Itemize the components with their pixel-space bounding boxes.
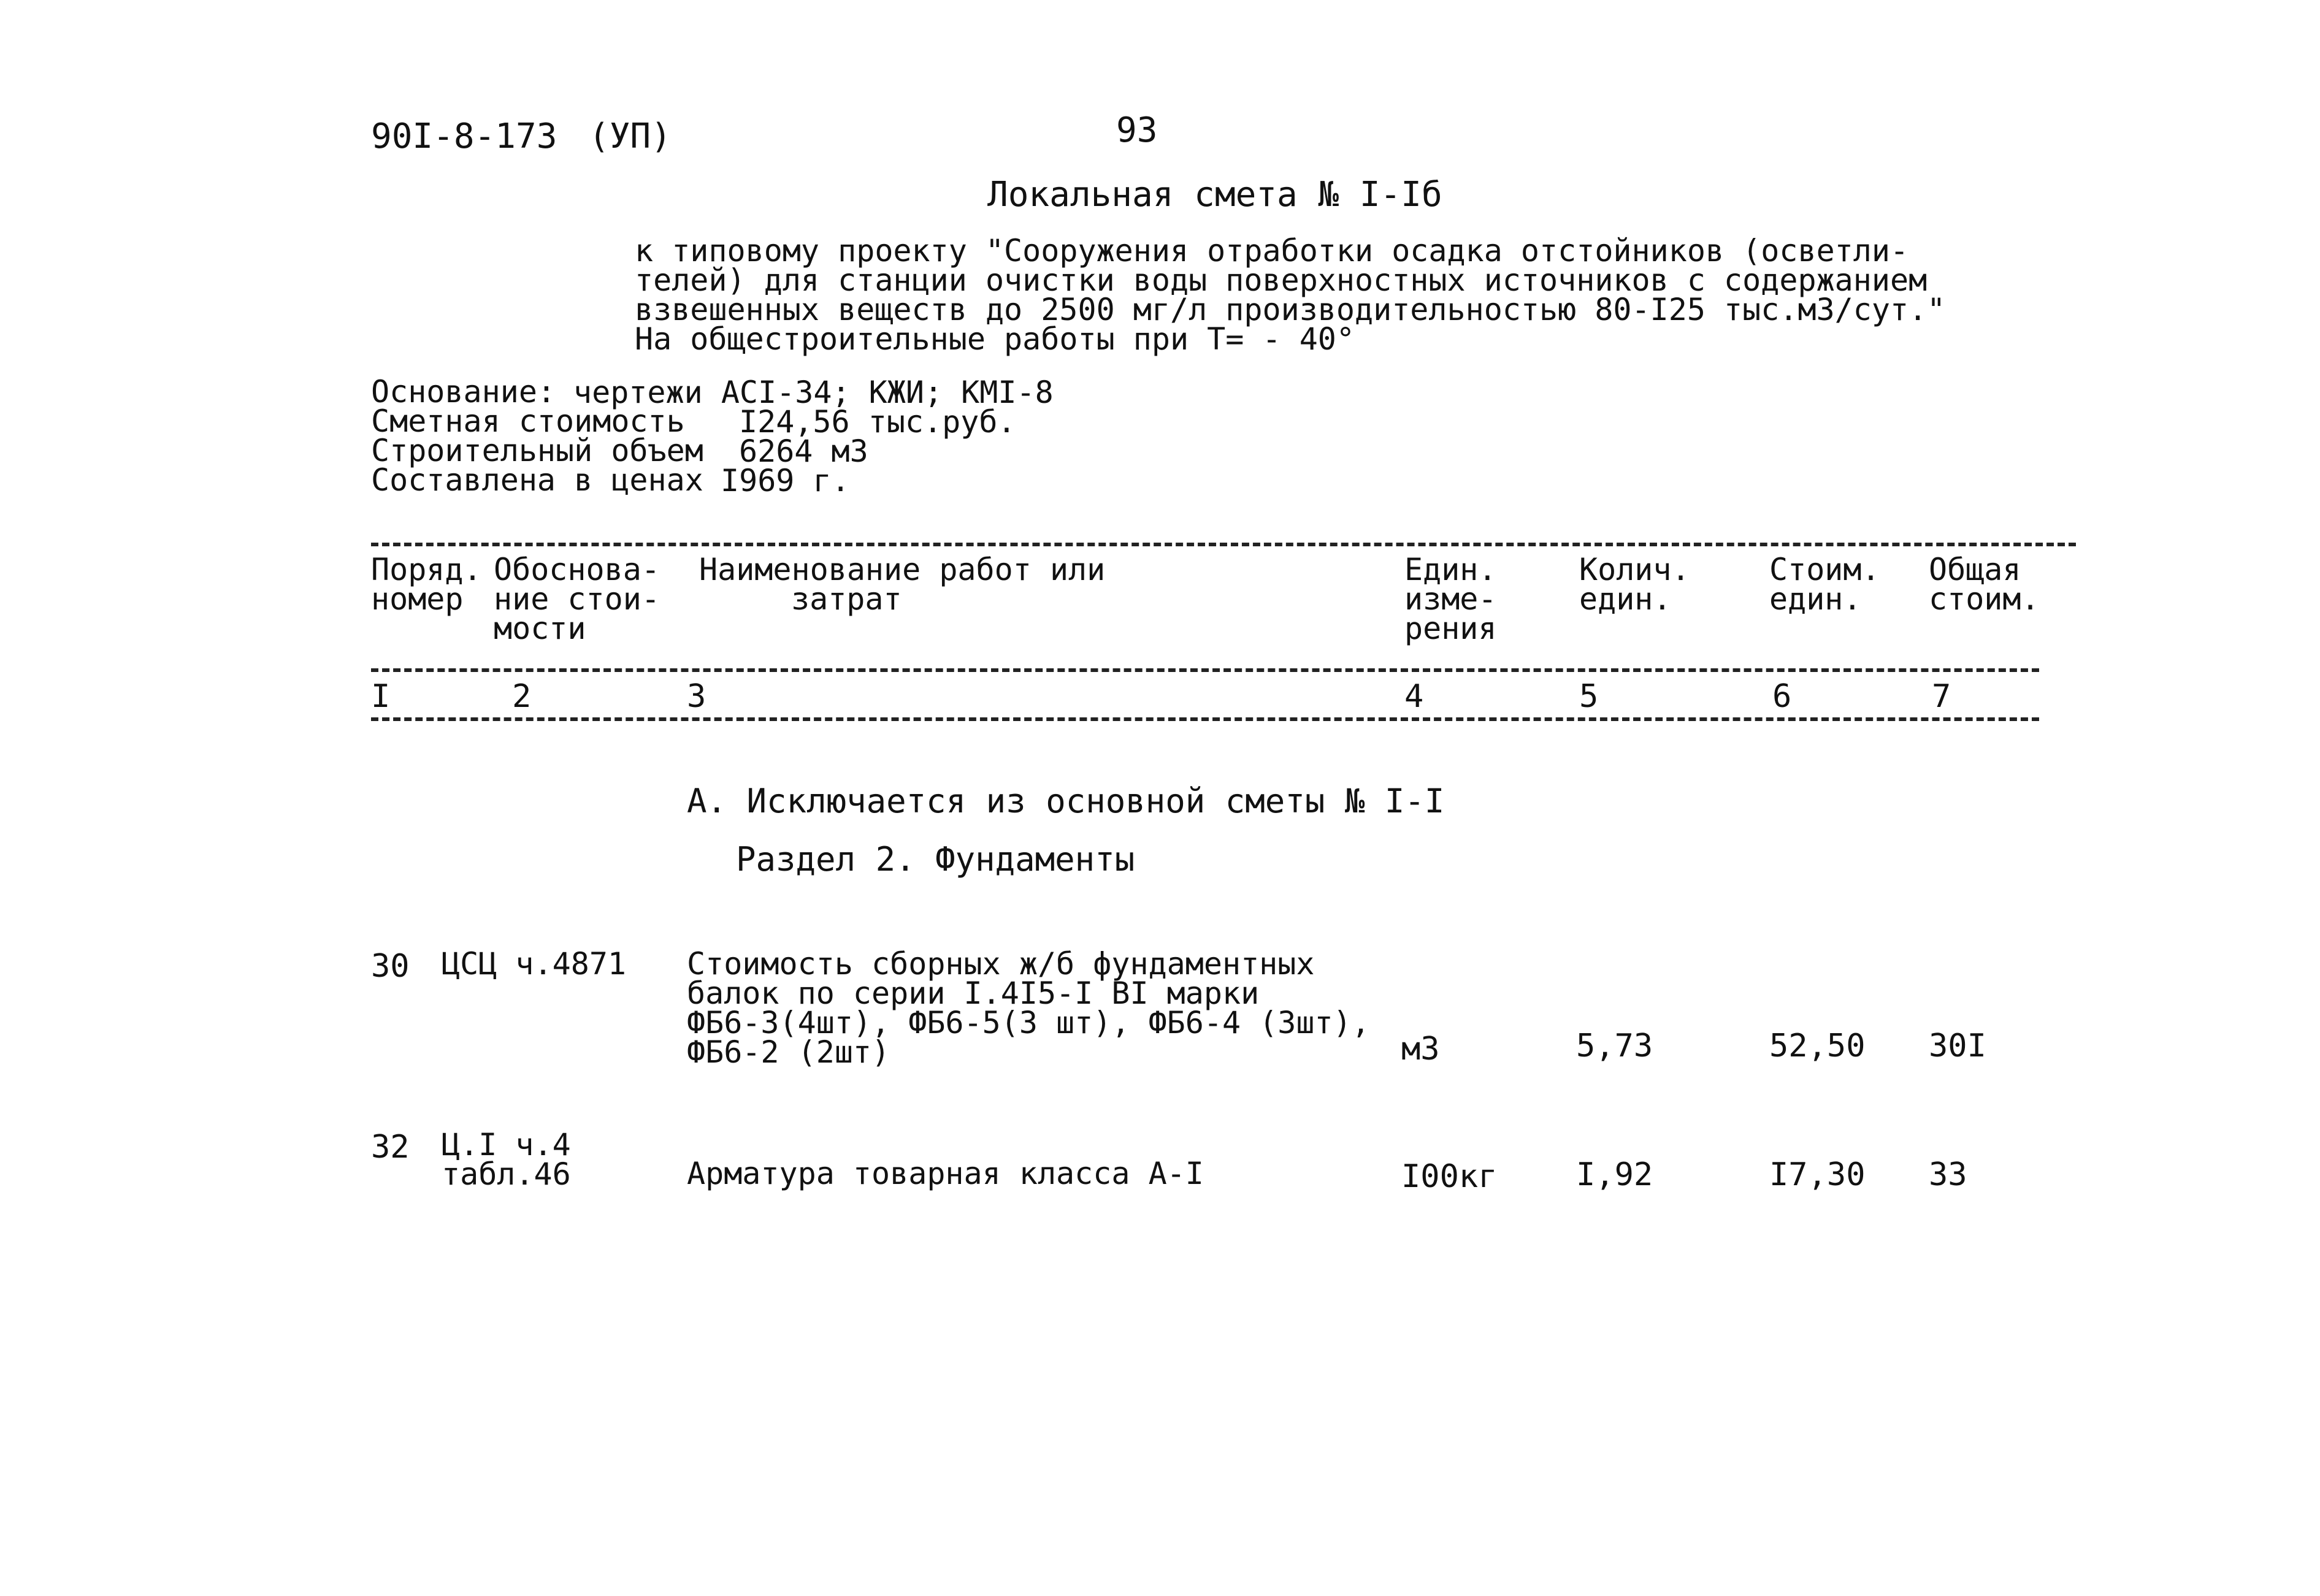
- description-line: телей) для станции очистки воды поверхностных источников с содержанием: [635, 262, 1928, 298]
- document-code: 90I-8-173: [371, 116, 557, 156]
- header-text: Поряд.: [371, 552, 482, 587]
- column-numbers-rule: [371, 717, 2039, 721]
- row-unit: м3: [1401, 1031, 1440, 1067]
- col-number: 4: [1404, 678, 1424, 715]
- header-col-6: [1769, 552, 1880, 617]
- header-text: Стоим.: [1769, 552, 1880, 587]
- row-unit: I00кг: [1401, 1158, 1498, 1195]
- description-line: Стоимость сборных ж/б фундаментных: [687, 946, 1315, 982]
- col-number: I: [371, 678, 391, 715]
- table-header-rule: [371, 668, 2039, 672]
- volume-label: Строительный объем: [371, 433, 703, 468]
- project-description: [635, 233, 1946, 357]
- prices-value: I969 г.: [721, 463, 850, 498]
- col-number: 3: [687, 678, 706, 715]
- header-text: един.: [1579, 581, 1672, 617]
- header-col-5: [1579, 552, 1690, 617]
- header-text: Наименование работ или: [699, 552, 1106, 587]
- row-basis: [442, 1127, 571, 1192]
- subsection-heading: Раздел 2. Фундаменты: [736, 840, 1135, 879]
- row-quantity: I,92: [1576, 1156, 1653, 1193]
- header-text: Общая: [1929, 552, 2021, 587]
- description-line: балок по серии I.4I5-I BI марки: [687, 976, 1260, 1011]
- cost-value: I24,56 тыс.руб.: [739, 404, 1016, 440]
- header-text: изме-: [1404, 581, 1497, 617]
- header-text: Колич.: [1579, 552, 1690, 587]
- header-text: един.: [1769, 581, 1862, 617]
- exclusion-heading: А. Исключается из основной сметы № I-I: [687, 782, 1445, 820]
- row-unit-cost: 52,50: [1769, 1028, 1866, 1064]
- header-text: затрат: [791, 581, 902, 617]
- basis-line: Ц.I ч.4: [442, 1127, 571, 1163]
- header-col-4: [1404, 552, 1497, 646]
- row-total-cost: 33: [1929, 1156, 1967, 1193]
- description-line: Арматура товарная класса A-I: [687, 1156, 1204, 1191]
- row-number: 32: [371, 1129, 410, 1166]
- header-text: стоим.: [1929, 581, 2040, 617]
- header-col-3: [699, 552, 1106, 617]
- table-top-rule: [371, 543, 2076, 546]
- prices-label: Составлена в ценах: [371, 462, 703, 498]
- volume-label: (УП): [589, 116, 672, 156]
- basis-line: ЦСЦ ч.4871: [442, 946, 627, 982]
- basis-line: табл.46: [442, 1156, 571, 1192]
- estimate-title: Локальная смета № I-Iб: [987, 175, 1442, 215]
- header-text: мости: [494, 611, 586, 646]
- description-line: ФБ6-3(4шт), ФБ6-5(3 шт), ФБ6-4 (3шт),: [687, 1005, 1370, 1040]
- cost-label: Сметная стоимость: [371, 403, 685, 439]
- col-number: 5: [1579, 678, 1599, 715]
- row-description: [687, 946, 1370, 1070]
- row-basis: [442, 946, 627, 982]
- volume-value: 6264 м3: [739, 433, 868, 469]
- basis-value: чертежи АСI-34; КЖИ; КМI-8: [573, 375, 1054, 410]
- header-text: ние стои-: [494, 581, 660, 617]
- description-line: ФБ6-2 (2шт): [687, 1034, 890, 1070]
- col-number: 7: [1932, 678, 1951, 715]
- row-total-cost: 30I: [1929, 1028, 1986, 1064]
- row-description: [687, 1156, 1204, 1191]
- row-unit-cost: I7,30: [1769, 1156, 1866, 1193]
- description-line: взвешенных веществ до 2500 мг/л производительностью 80-I25 тыс.м3/сут.": [635, 292, 1946, 327]
- basis-label: Основание:: [371, 374, 556, 410]
- header-text: рения: [1404, 611, 1497, 646]
- row-number: 30: [371, 948, 410, 985]
- col-number: 6: [1772, 678, 1792, 715]
- description-line: к типовому проекту "Сооружения отработки осадка отстойников (осветли-: [635, 233, 1909, 269]
- header-text: Обоснова-: [494, 552, 660, 587]
- col-number: 2: [512, 678, 532, 715]
- header-text: номер: [371, 581, 464, 617]
- row-quantity: 5,73: [1576, 1028, 1653, 1064]
- page-number: 93: [1116, 110, 1158, 150]
- description-line: На общестроительные работы при T= - 40°: [635, 321, 1355, 357]
- header-col-7: [1929, 552, 2040, 617]
- header-col-1: [371, 552, 482, 617]
- header-col-2: [494, 552, 660, 646]
- header-text: Един.: [1404, 552, 1497, 587]
